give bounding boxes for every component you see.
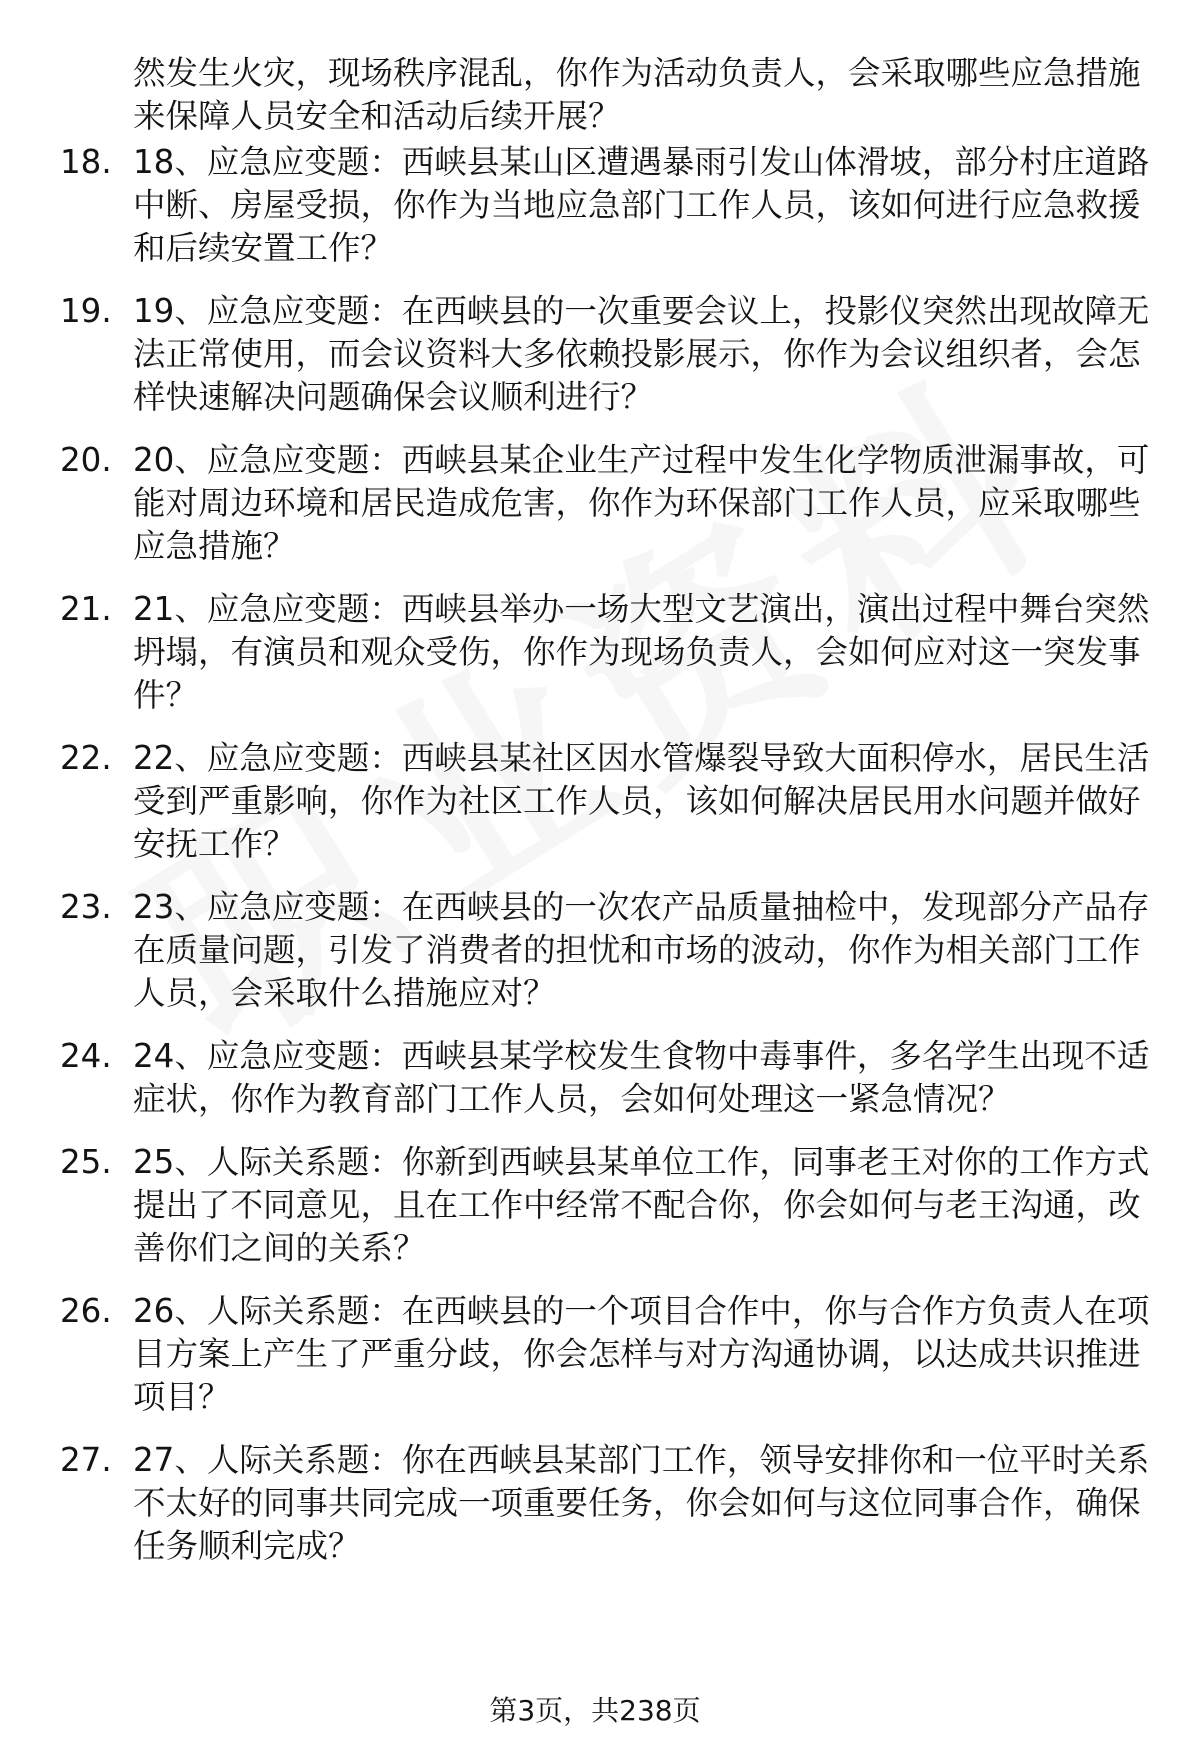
question-text: 20、应急应变题：西峡县某企业生产过程中发生化学物质泄漏事故，可能对周边环境和居民造成危害，你作为环保部门工作人员，应采取哪些应急措施？ — [133, 441, 1150, 565]
question-item — [0, 1439, 1190, 1568]
question-item — [0, 290, 1190, 419]
question-number: 18. — [60, 143, 112, 181]
question-number: 19. — [60, 292, 112, 330]
question-text: 23、应急应变题：在西峡县的一次农产品质量抽检中，发现部分产品存在质量问题，引发了消费者的担忧和市场的波动，你作为相关部门工作人员，会采取什么措施应对？ — [133, 888, 1150, 1012]
question-item — [0, 1141, 1190, 1270]
question-item — [0, 141, 1190, 270]
question-number: 20. — [60, 441, 112, 479]
question-text: 26、人际关系题：在西峡县的一个项目合作中，你与合作方负责人在项目方案上产生了严重分歧，你会怎样与对方沟通协调，以达成共识推进项目？ — [133, 1292, 1150, 1416]
question-item — [0, 886, 1190, 1015]
question-number: 22. — [60, 739, 112, 777]
question-text: 27、人际关系题：你在西峡县某部门工作，领导安排你和一位平时关系不太好的同事共同完成一项重要任务，你会如何与这位同事合作，确保任务顺利完成？ — [133, 1441, 1150, 1565]
question-text: 25、人际关系题：你新到西峡县某单位工作，同事老王对你的工作方式提出了不同意见，且在工作中经常不配合你，你会如何与老王沟通，改善你们之间的关系？ — [133, 1143, 1150, 1267]
question-item — [0, 737, 1190, 866]
question-list — [0, 141, 1190, 1588]
question-item — [0, 1035, 1190, 1121]
question-text: 21、应急应变题：西峡县举办一场大型文艺演出，演出过程中舞台突然坍塌，有演员和观众受伤，你作为现场负责人，会如何应对这一突发事件？ — [133, 590, 1150, 714]
question-text: 19、应急应变题：在西峡县的一次重要会议上，投影仪突然出现故障无法正常使用，而会议资料大多依赖投影展示，你作为会议组织者，会怎样快速解决问题确保会议顺利进行？ — [133, 292, 1150, 416]
question-number: 26. — [60, 1292, 112, 1330]
question-number: 24. — [60, 1037, 112, 1075]
page-footer: 第3页，共238页 — [489, 1694, 701, 1727]
question-number: 27. — [60, 1441, 112, 1479]
question-text: 24、应急应变题：西峡县某学校发生食物中毒事件，多名学生出现不适症状，你作为教育部门工作人员，会如何处理这一紧急情况？ — [133, 1037, 1150, 1118]
question-number: 23. — [60, 888, 112, 926]
question-number: 25. — [60, 1143, 112, 1181]
continuation-paragraph: 然发生火灾，现场秩序混乱，你作为活动负责人，会采取哪些应急措施来保障人员安全和活动后续开展？ — [133, 54, 1141, 135]
question-number: 21. — [60, 590, 112, 628]
question-text: 18、应急应变题：西峡县某山区遭遇暴雨引发山体滑坡，部分村庄道路中断、房屋受损，你作为当地应急部门工作人员，该如何进行应急救援和后续安置工作？ — [133, 143, 1150, 267]
question-item — [0, 439, 1190, 568]
question-item — [0, 588, 1190, 717]
question-item — [0, 1290, 1190, 1419]
question-text: 22、应急应变题：西峡县某社区因水管爆裂导致大面积停水，居民生活受到严重影响，你作为社区工作人员，该如何解决居民用水问题并做好安抚工作？ — [133, 739, 1150, 863]
